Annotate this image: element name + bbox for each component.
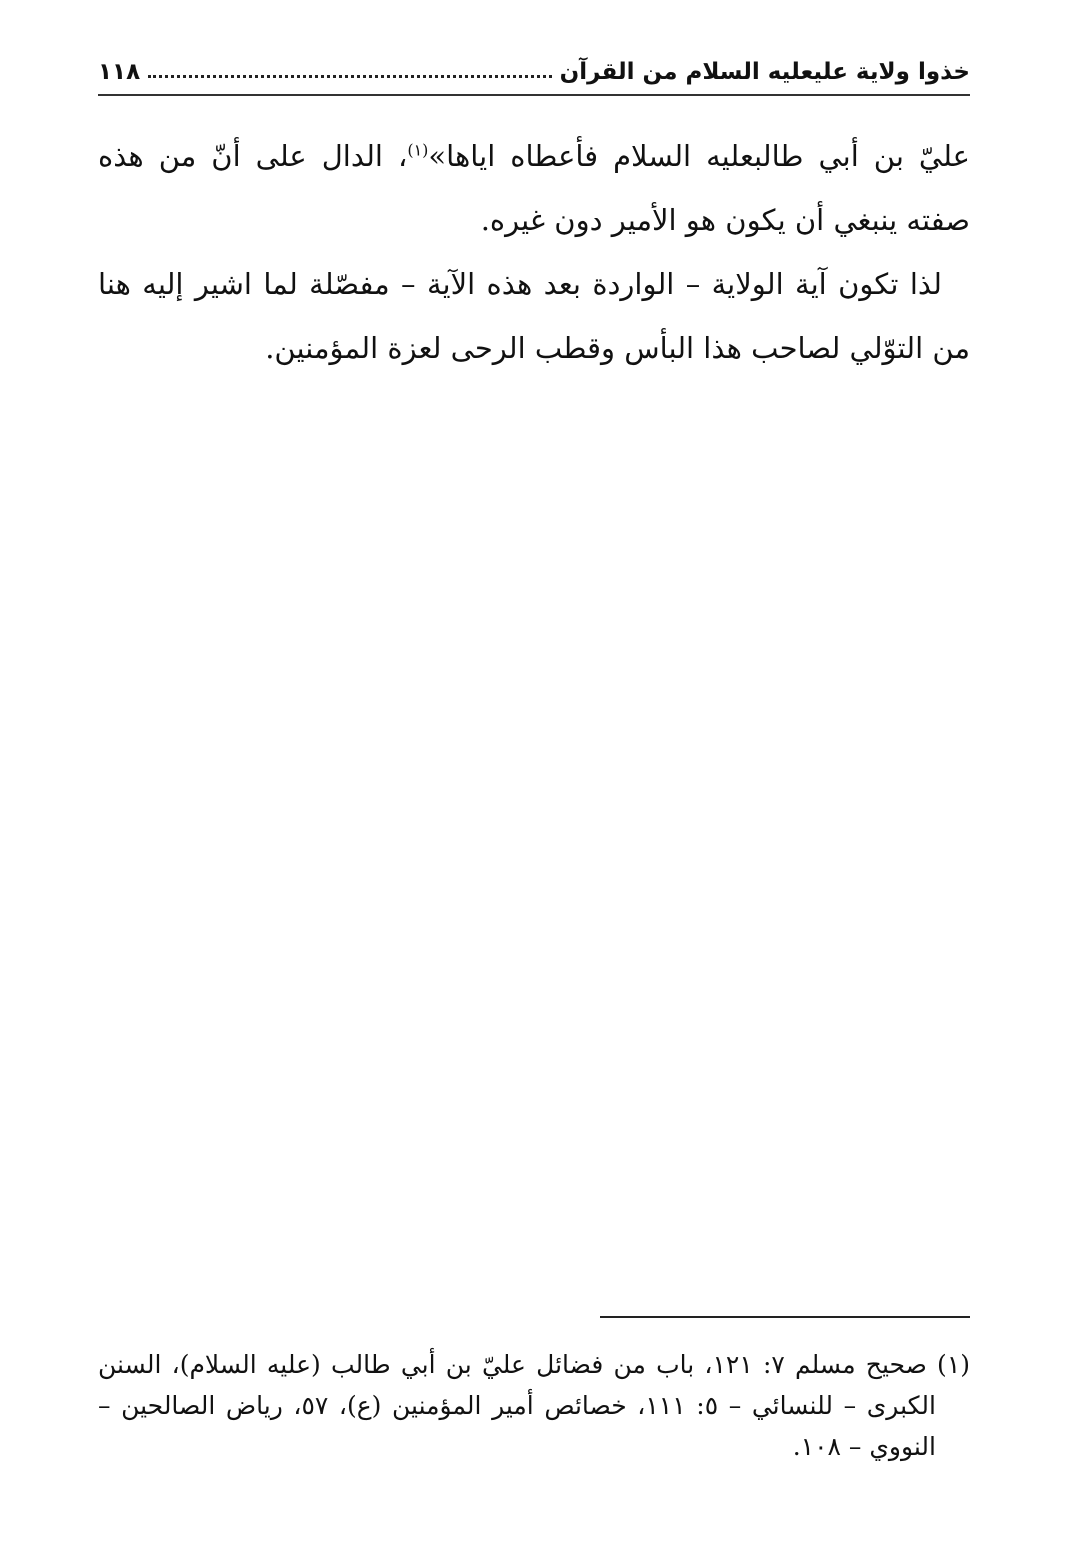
- paragraph: لذا تكون آية الولاية – الواردة بعد هذه الآية – مفصّلة لما اشير إليه هنا من التوّلي لصاحب هذا البأس وقطب الرحى لعزة المؤمنين.: [98, 267, 970, 365]
- running-header: [98, 44, 970, 84]
- running-header-title: خذوا ولاية عليعليه السلام من القرآن: [559, 59, 970, 85]
- body-text: [98, 124, 970, 380]
- header-leader-dots: [148, 75, 552, 78]
- paragraph-1-text: عليّ بن أبي طالبعليه السلام فأعطاه اياها»: [428, 139, 970, 173]
- footnote-separator: [600, 1316, 970, 1318]
- paragraph: [98, 124, 970, 252]
- footnote: (١) صحيح مسلم ٧: ١٢١، باب من فضائل عليّ بن أبي طالب (عليه السلام)، السنن الكبرى – للنسائي – ٥: ١١١، خصائص أمير المؤمنين (ع)، ٥٧، رياض الصالحين – النووي – ١٠٨.: [98, 1350, 971, 1461]
- header-rule: [98, 94, 970, 96]
- page-number: ١١٨: [98, 59, 141, 85]
- footnote-reference: (١): [407, 140, 429, 160]
- paragraph-1-continuation: ، الدال على أنّ من هذه صفته ينبغي أن يكون هو الأمير دون غيره.: [98, 139, 970, 237]
